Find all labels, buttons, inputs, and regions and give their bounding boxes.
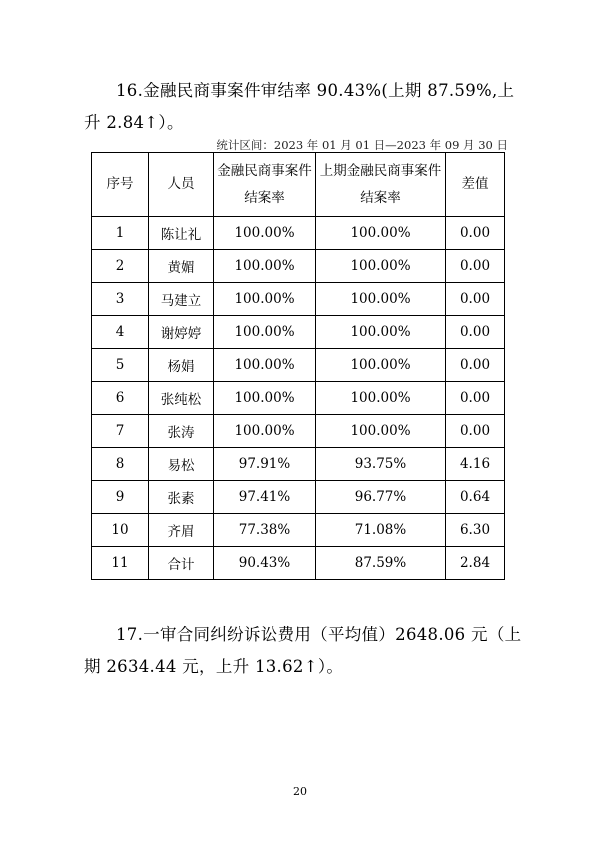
table-cell: 100.00%	[214, 316, 316, 349]
table-cell: 合计	[149, 547, 214, 580]
table-row	[92, 382, 505, 415]
page-number: 20	[293, 785, 307, 798]
table-cell: 4.16	[446, 448, 505, 481]
table-cell: 0.00	[446, 415, 505, 448]
table-row	[92, 283, 505, 316]
table-cell: 张素	[149, 481, 214, 514]
table-row	[92, 448, 505, 481]
table-cell: 96.77%	[316, 481, 446, 514]
header-cell: 金融民商事案件 结案率	[214, 153, 316, 217]
table-header-row	[92, 153, 505, 217]
table-cell: 3	[92, 283, 149, 316]
table-cell: 100.00%	[316, 316, 446, 349]
table-cell: 100.00%	[214, 250, 316, 283]
paragraph-17: 17.一审合同纠纷诉讼费用（平均值）2648.06 元（上期 2634.44 元，上升 13.62↑）。	[84, 625, 522, 676]
table-cell: 100.00%	[316, 217, 446, 250]
table-cell: 90.43%	[214, 547, 316, 580]
table-cell: 100.00%	[316, 250, 446, 283]
table-cell: 87.59%	[316, 547, 446, 580]
table-cell: 100.00%	[316, 415, 446, 448]
table-cell: 97.41%	[214, 481, 316, 514]
table-cell: 77.38%	[214, 514, 316, 547]
table-cell: 100.00%	[316, 283, 446, 316]
table-row	[92, 514, 505, 547]
table-cell: 2	[92, 250, 149, 283]
statistics-range: 统计区间：2023 年 01 月 01 日—2023 年 09 月 30 日	[216, 138, 508, 152]
header-cell: 上期金融民商事案件 结案率	[316, 153, 446, 217]
table-row	[92, 415, 505, 448]
table-cell: 100.00%	[214, 382, 316, 415]
table-cell: 0.00	[446, 382, 505, 415]
table-cell: 1	[92, 217, 149, 250]
table-cell: 100.00%	[316, 382, 446, 415]
table-cell: 100.00%	[214, 217, 316, 250]
table-cell: 7	[92, 415, 149, 448]
table-cell: 0.00	[446, 217, 505, 250]
paragraph-16: 16.金融民商事案件审结率 90.43%(上期 87.59%,上升 2.84↑）。	[84, 81, 515, 132]
table-cell: 100.00%	[214, 283, 316, 316]
header-cell: 差值	[446, 153, 505, 217]
table-cell: 0.00	[446, 349, 505, 382]
table-cell: 0.00	[446, 250, 505, 283]
closure-rate-table	[91, 152, 505, 580]
table-cell: 10	[92, 514, 149, 547]
table-cell: 100.00%	[214, 349, 316, 382]
table-cell: 6	[92, 382, 149, 415]
header-cell: 人员	[149, 153, 214, 217]
table-cell: 0.00	[446, 316, 505, 349]
table-cell: 4	[92, 316, 149, 349]
table-cell: 5	[92, 349, 149, 382]
table-cell: 97.91%	[214, 448, 316, 481]
table-row	[92, 217, 505, 250]
table-cell: 谢婷婷	[149, 316, 214, 349]
table-cell: 齐眉	[149, 514, 214, 547]
table-cell: 100.00%	[316, 349, 446, 382]
table-cell: 张涛	[149, 415, 214, 448]
table-cell: 11	[92, 547, 149, 580]
table-cell: 张纯松	[149, 382, 214, 415]
table-cell: 易松	[149, 448, 214, 481]
table-cell: 93.75%	[316, 448, 446, 481]
table-cell: 0.64	[446, 481, 505, 514]
table-cell: 100.00%	[214, 415, 316, 448]
table-row	[92, 316, 505, 349]
table-cell: 黄媚	[149, 250, 214, 283]
table-row	[92, 481, 505, 514]
table-row	[92, 250, 505, 283]
table-cell: 6.30	[446, 514, 505, 547]
table-cell: 杨娟	[149, 349, 214, 382]
table-cell: 8	[92, 448, 149, 481]
table-cell: 0.00	[446, 283, 505, 316]
table-cell: 71.08%	[316, 514, 446, 547]
table-row	[92, 547, 505, 580]
table-cell: 2.84	[446, 547, 505, 580]
table-cell: 9	[92, 481, 149, 514]
table-row	[92, 349, 505, 382]
table-cell: 陈让礼	[149, 217, 214, 250]
table-cell: 马建立	[149, 283, 214, 316]
header-cell: 序号	[92, 153, 149, 217]
